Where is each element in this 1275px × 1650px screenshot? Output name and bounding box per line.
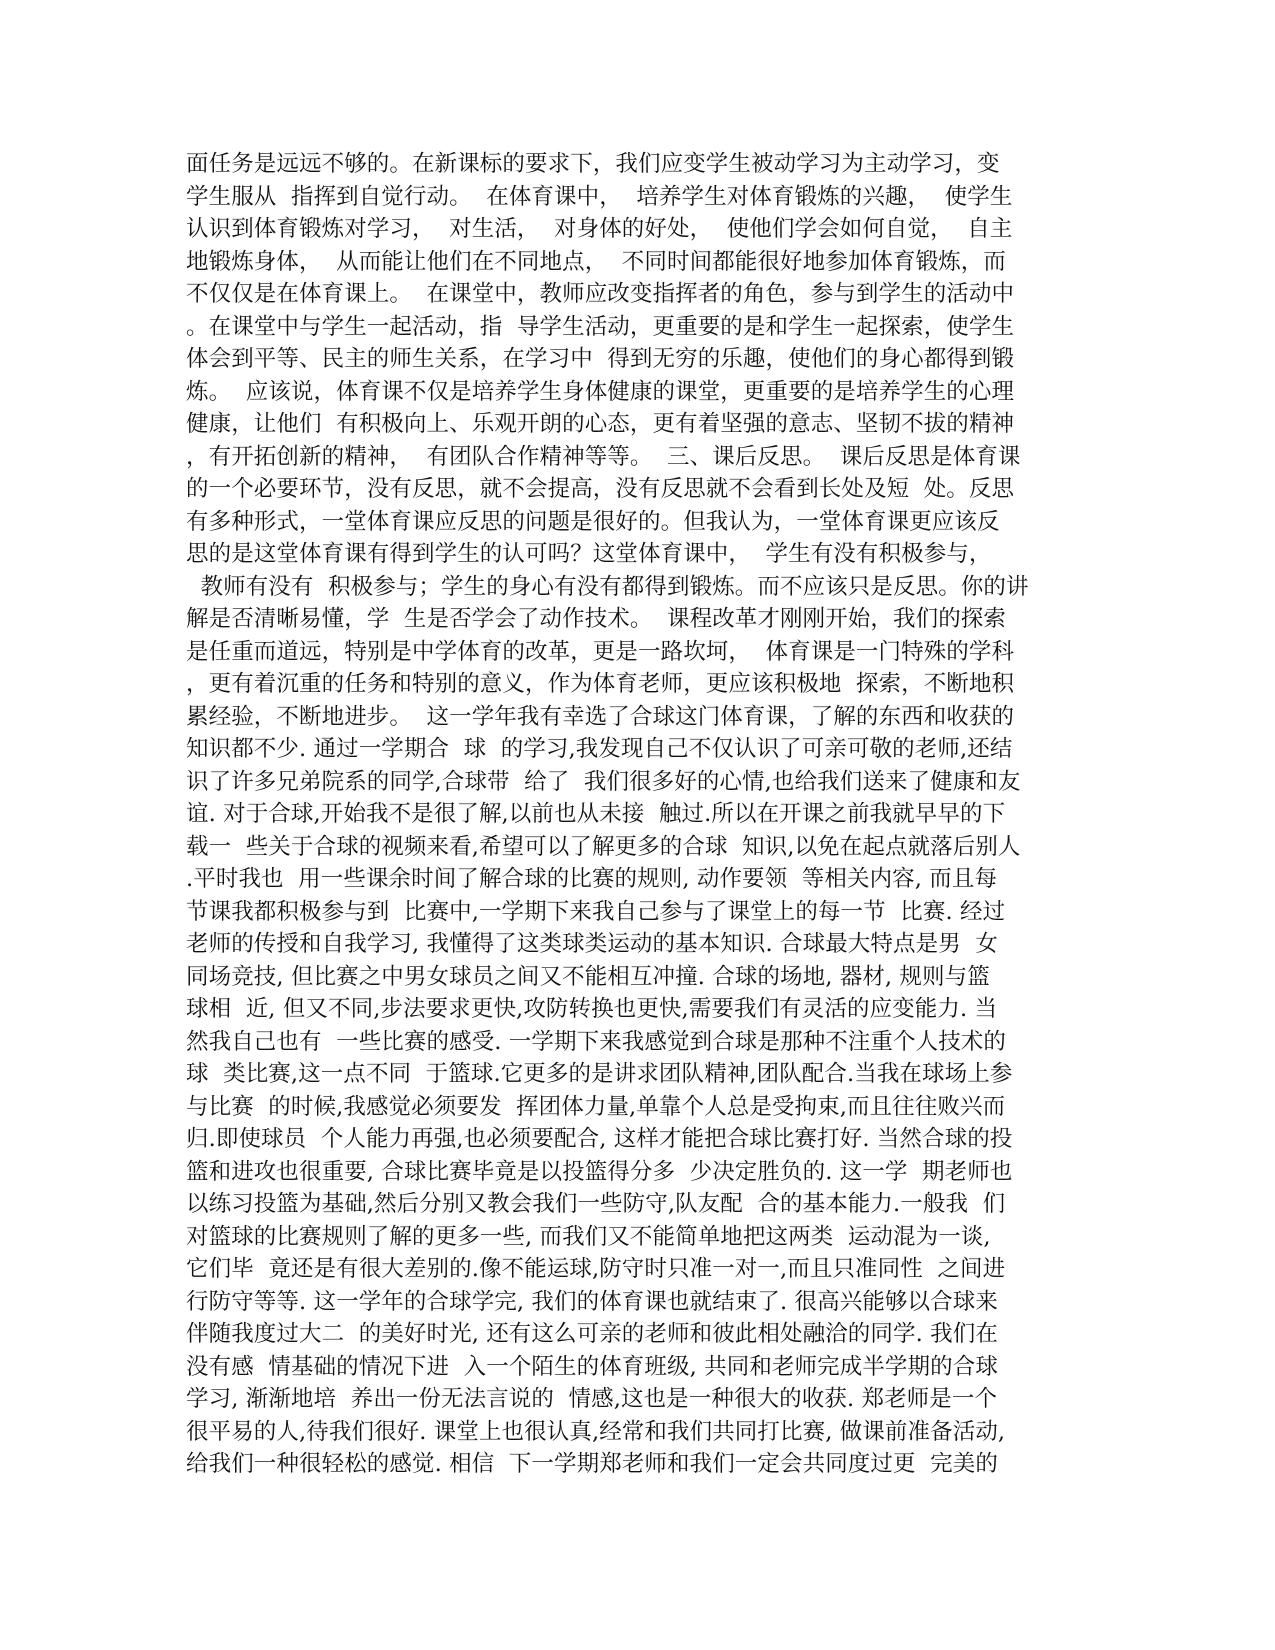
- text-line: 地锻炼身体， 从而能让他们在不同地点， 不同时间都能很好地参加体育锻炼，而: [186, 248, 1007, 275]
- text-line: ，更有着沉重的任务和特别的意义，作为体育老师，更应该积极地 探索，不断地积: [186, 671, 1015, 697]
- text-line: 球 类比赛,这一点不同 于篮球.它更多的是讲求团队精神,团队配合.当我在球场上参: [186, 1061, 1013, 1087]
- text-line: 节课我都积极参与到 比赛中,一学期下来我自己参与了课堂上的每一节 比赛. 经过: [186, 898, 1006, 925]
- text-line: 老师的传授和自我学习, 我懂得了这类球类运动的基本知识. 合球最大特点是男 女: [186, 931, 998, 957]
- body-text: [186, 148, 1086, 1481]
- text-line: 归.即使球员 个人能力再强,也必须要配合, 这样才能把合球比赛打好. 当然合球的投: [186, 1126, 1013, 1152]
- text-line: 学生服从 指挥到自觉行动。 在体育课中， 培养学生对体育锻炼的兴趣， 使学生: [186, 183, 1013, 210]
- text-line: 的一个必要环节，没有反思，就不会提高，没有反思就不会看到长处及短 处。反思: [186, 476, 1015, 502]
- text-line: 。在课堂中与学生一起活动，指 导学生活动，更重要的是和学生一起探索，使学生: [186, 313, 1015, 340]
- text-line: ，有开拓创新的精神， 有团队合作精神等等。 三、课后反思。 课后反思是体育课: [186, 443, 1021, 470]
- text-line: 然我自己也有 一些比赛的感受. 一学期下来我感觉到合球是那种不注重个人技术的: [186, 1028, 1007, 1055]
- text-line: 给我们一种很轻松的感觉. 相信 下一学期郑老师和我们一定会共同度过更 完美的: [186, 1451, 998, 1477]
- text-line: 健康，让他们 有积极向上、乐观开朗的心态，更有着坚强的意志、坚韧不拔的精神: [186, 411, 1015, 437]
- text-line: 识了许多兄弟院系的同学,合球带 给了 我们很多好的心情,也给我们送来了健康和友: [186, 768, 1021, 795]
- text-line: 没有感 情基础的情况下进 入一个陌生的体育班级, 共同和老师完成半学期的合球: [186, 1353, 998, 1380]
- text-line: 不仅仅是在体育课上。 在课堂中，教师应改变指挥者的角色，参与到学生的活动中: [186, 281, 1015, 307]
- text-line: 与比赛 的时候,我感觉必须要发 挥团体力量,单靠个人总是受拘束,而且往往败兴而: [186, 1093, 1006, 1120]
- text-line: 解是否清晰易懂，学 生是否学会了动作技术。 课程改革才刚刚开始，我们的探索: [186, 606, 1007, 632]
- text-line: 思的是这堂体育课有得到学生的认可吗？这堂体育课中， 学生有没有积极参与，: [186, 541, 992, 567]
- text-line: 学习, 渐渐地培 养出一份无法言说的 情感,这也是一种很大的收获. 郑老师是一个: [186, 1386, 998, 1412]
- text-line: 面任务是远远不够的。在新课标的要求下，我们应变学生被动学习为主动学习，变: [186, 151, 1000, 177]
- text-line: 载一 些关于合球的视频来看,希望可以了解更多的合球 知识,以免在起点就落后别人: [186, 833, 1021, 860]
- text-line: 伴随我度过大二 的美好时光, 还有这么可亲的老师和彼此相处融洽的同学. 我们在: [186, 1321, 998, 1347]
- text-line: 有多种形式，一堂体育课应反思的问题是很好的。但我认为，一堂体育课更应该反: [186, 508, 1000, 535]
- text-line: 它们毕 竟还是有很大差别的.像不能运球,防守时只准一对一,而且只准同性 之间进: [186, 1256, 1006, 1282]
- text-line: 球相 近, 但又不同,步法要求更快,攻防转换也更快,需要我们有灵活的应变能力. 当: [186, 996, 998, 1022]
- text-line: 同场竞技, 但比赛之中男女球员之间又不能相互冲撞. 合球的场地, 器材, 规则与篮: [186, 963, 990, 990]
- text-line: 认识到体育锻炼对学习， 对生活， 对身体的好处， 使他们学会如何自觉， 自主: [186, 216, 1013, 242]
- text-line: 谊. 对于合球,开始我不是很了解,以前也从未接 触过.所以在开课之前我就早早的下: [186, 801, 1006, 827]
- text-line: 知识都不少. 通过一学期合 球 的学习,我发现自己不仅认识了可亲可敬的老师,还结: [186, 736, 1013, 762]
- text-line: 很平易的人,待我们很好. 课堂上也很认真,经常和我们共同打比赛, 做课前准备活动,: [186, 1418, 1006, 1445]
- text-line: 是任重而道远，特别是中学体育的改革，更是一路坎坷， 体育课是一门特殊的学科: [186, 638, 1015, 665]
- text-line: 炼。 应该说，体育课不仅是培养学生身体健康的课堂，更重要的是培养学生的心理: [186, 378, 1015, 405]
- text-line: .平时我也 用一些课余时间了解合球的比赛的规则, 动作要领 等相关内容, 而且每: [186, 866, 998, 892]
- text-line: 教师有没有 积极参与；学生的身心有没有都得到锻炼。而不应该只是反思。你的讲: [186, 573, 1029, 600]
- text-line: 篮和进攻也很重要, 合球比赛毕竟是以投篮得分多 少决定胜负的. 这一学 期老师也: [186, 1158, 1013, 1185]
- text-line: 对篮球的比赛规则了解的更多一些, 而我们又不能简单地把这两类 运动混为一谈,: [186, 1223, 991, 1250]
- text-line: 以练习投篮为基础,然后分别又教会我们一些防守,队友配 合的基本能力.一般我 们: [186, 1191, 1006, 1217]
- text-line: 累经验，不断地进步。 这一学年我有幸选了合球这门体育课，了解的东西和收获的: [186, 703, 1015, 730]
- text-line: 行防守等等. 这一学年的合球学完, 我们的体育课也就结束了. 很高兴能够以合球来: [186, 1288, 998, 1315]
- text-line: 体会到平等、民主的师生关系，在学习中 得到无穷的乐趣，使他们的身心都得到锻: [186, 346, 1015, 372]
